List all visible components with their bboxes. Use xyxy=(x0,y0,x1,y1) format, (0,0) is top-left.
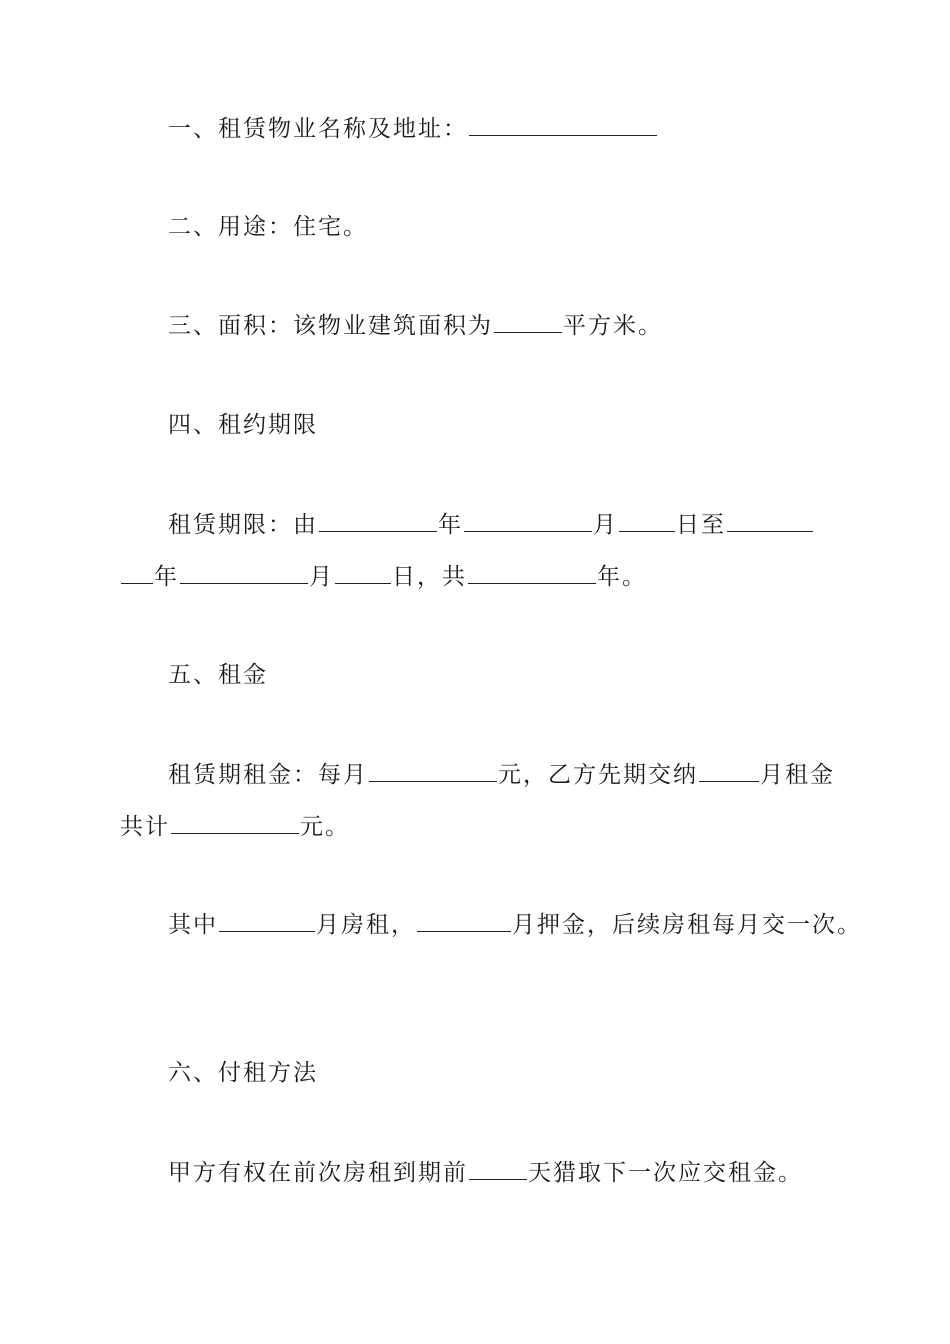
end-day-blank[interactable] xyxy=(335,563,391,584)
term-month-1: 月 xyxy=(593,512,618,538)
payment-prefix: 甲方有权在前次房租到期前 xyxy=(168,1160,468,1186)
start-year-blank[interactable] xyxy=(319,511,437,532)
term-line-1 xyxy=(168,510,814,540)
rent-total-suffix: 元。 xyxy=(300,814,350,840)
deposit-prefix: 其中 xyxy=(168,912,218,938)
end-month-blank[interactable] xyxy=(180,563,308,584)
section-6-text: 六、付租方法 xyxy=(168,1060,318,1086)
rent-line-1 xyxy=(168,760,835,790)
start-day-blank[interactable] xyxy=(619,511,675,532)
term-day-2: 日，共 xyxy=(392,564,467,590)
section-6-heading xyxy=(168,1058,318,1088)
term-year-1: 年 xyxy=(438,512,463,538)
term-year-2: 年 xyxy=(154,564,179,590)
prepaid-months-blank[interactable] xyxy=(699,761,759,782)
section-3-line xyxy=(168,311,663,341)
rent-months-blank[interactable] xyxy=(219,911,315,932)
rent-line-2 xyxy=(120,812,350,842)
section-2-line xyxy=(168,212,368,242)
term-prefix: 租赁期限：由 xyxy=(168,512,318,538)
term-line-2 xyxy=(120,562,647,592)
section-1-line xyxy=(168,114,658,144)
deposit-line xyxy=(168,910,862,940)
rent-yuan: 元，乙方先期交纳 xyxy=(498,762,698,788)
days-before-blank[interactable] xyxy=(469,1159,527,1180)
payment-line xyxy=(168,1158,803,1188)
start-month-blank[interactable] xyxy=(464,511,592,532)
deposit-months-text: 月押金，后续房租每月交一次。 xyxy=(512,912,862,938)
section-5-heading xyxy=(168,660,268,690)
section-1-label: 一、租赁物业名称及地址： xyxy=(168,116,468,142)
rent-prefix: 租赁期租金：每月 xyxy=(168,762,368,788)
end-year-blank-part1[interactable] xyxy=(727,511,813,532)
section-5-text: 五、租金 xyxy=(168,662,268,688)
term-day-1: 日至 xyxy=(676,512,726,538)
deposit-rent-months: 月房租， xyxy=(316,912,416,938)
area-blank[interactable] xyxy=(494,312,562,333)
area-prefix: 三、面积：该物业建筑面积为 xyxy=(168,313,493,339)
address-blank[interactable] xyxy=(469,115,657,136)
deposit-months-blank[interactable] xyxy=(417,911,511,932)
term-total-suffix: 年。 xyxy=(597,564,647,590)
monthly-rent-blank[interactable] xyxy=(369,761,497,782)
rent-total-prefix: 共计 xyxy=(120,814,170,840)
term-month-2: 月 xyxy=(309,564,334,590)
total-years-blank[interactable] xyxy=(468,563,596,584)
rent-months-suffix: 月租金 xyxy=(760,762,835,788)
section-4-text: 四、租约期限 xyxy=(168,412,318,438)
end-year-blank-part2[interactable] xyxy=(121,563,153,584)
payment-suffix: 天猎取下一次应交租金。 xyxy=(528,1160,803,1186)
area-suffix: 平方米。 xyxy=(563,313,663,339)
total-rent-blank[interactable] xyxy=(171,813,299,834)
section-2-text: 二、用途：住宅。 xyxy=(168,214,368,240)
section-4-heading xyxy=(168,410,318,440)
